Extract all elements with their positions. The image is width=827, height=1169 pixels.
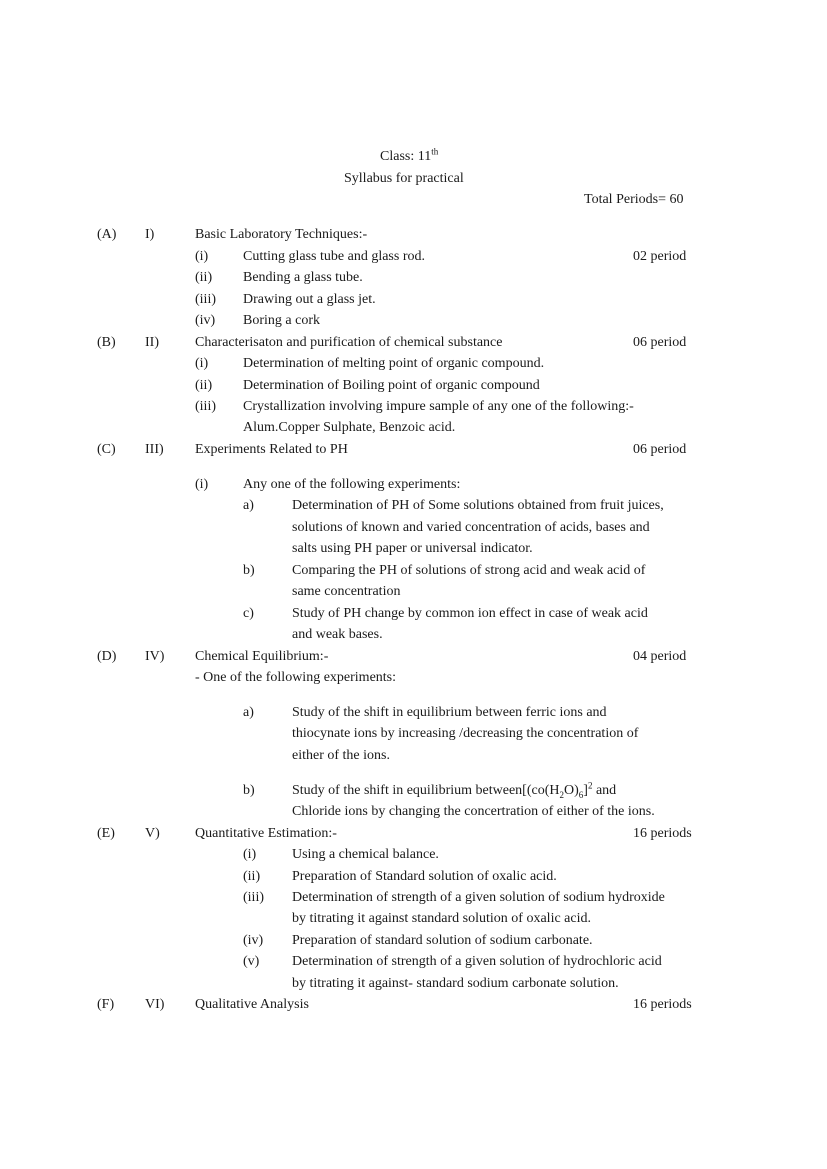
section-roman: V) [145,826,160,841]
sub-item-text: Study of PH change by common ion effect in case of weak acid [292,606,648,621]
item-text: Bending a glass tube. [243,270,363,285]
item-number: (iv) [195,313,216,328]
item-text: Boring a cork [243,313,320,328]
chemical-formula-text: Study of the shift in equilibrium $between[(co(H_2O)_6]^2$ and [292,780,617,800]
sub-item-text: same concentration [292,584,401,599]
item-number: (ii) [243,869,261,884]
sub-item-text: and weak bases. [292,627,383,642]
sub-item-text: Determination of PH of Some solutions obtained from fruit juices, [292,498,664,513]
sub-item-letter: b) [243,783,255,798]
item-number: (ii) [195,378,213,393]
section-periods: 06 period [633,442,687,457]
item-text: Drawing out a glass jet. [243,292,376,307]
sub-item-text: Chloride ions by changing the concertration of either of the ions. [292,804,655,819]
sub-item-text: solutions of known and varied concentration of acids, bases and [292,520,650,535]
section-title: Characterisaton and purification of chemical substance [195,335,503,350]
section-periods: 06 period [633,335,687,350]
item-text: Preparation of Standard solution of oxalic acid. [292,869,557,884]
item-text: Determination of Boiling point of organic compound [243,378,540,393]
item-text: Determination of strength of a given solution of hydrochloric acid [292,954,662,969]
item-text: by titrating it against- standard sodium carbonate solution. [292,976,619,991]
sub-item-letter: c) [243,606,254,621]
section-roman: VI) [145,997,165,1012]
item-number: (iii) [195,292,216,307]
item-number: (i) [195,477,209,492]
class-heading: Class: 11th [380,146,439,164]
item-text: Determination of melting point of organic compound. [243,356,545,371]
item-text: by titrating it against standard solution of oxalic acid. [292,911,591,926]
sub-item-letter: a) [243,705,254,720]
section-periods: 16 periods [633,826,692,841]
section-title: Quantitative Estimation:- [195,826,337,841]
section-title: Chemical Equilibrium:- [195,649,329,664]
item-number: (iv) [243,933,264,948]
sub-item-text: Comparing the PH of solutions of strong acid and weak acid of [292,563,646,578]
item-number: (iii) [243,890,264,905]
section-letter: (C) [97,442,116,457]
sub-item-letter: a) [243,498,254,513]
section-roman: I) [145,227,155,242]
sub-item-text: salts using PH paper or universal indicator. [292,541,533,556]
item-text: Any one of the following experiments: [243,477,461,492]
section-roman: III) [145,442,164,457]
section-roman: II) [145,335,159,350]
total-periods: Total Periods= 60 [584,192,684,207]
item-text: Crystallization involving impure sample of any one of the following:- [243,399,634,414]
section-letter: (B) [97,335,116,350]
item-text: Determination of strength of a given solution of sodium hydroxide [292,890,665,905]
item-text: Cutting glass tube and glass rod. [243,249,425,264]
section-letter: (F) [97,997,115,1012]
item-text-continued: Alum.Copper Sulphate, Benzoic acid. [243,420,456,435]
section-periods: 04 period [633,649,687,664]
section-periods: 02 period [633,249,687,264]
item-number: (v) [243,954,260,969]
sub-item-text: Study of the shift in equilibrium between ferric ions and [292,705,607,720]
item-number: (i) [195,249,209,264]
sub-item-text: thiocynate ions by increasing /decreasing the concentration of [292,726,639,741]
item-text: Preparation of standard solution of sodium carbonate. [292,933,593,948]
sub-item-text: either of the ions. [292,748,390,763]
item-number: (i) [195,356,209,371]
item-number: (i) [243,847,257,862]
item-number: (iii) [195,399,216,414]
section-letter: (E) [97,826,115,841]
section-periods: 16 periods [633,997,692,1012]
section-title: Basic Laboratory Techniques:- [195,227,368,242]
section-roman: IV) [145,649,165,664]
page-subtitle: Syllabus for practical [344,171,464,186]
section-title: Experiments Related to PH [195,442,348,457]
section-letter: (A) [97,227,117,242]
item-number: (ii) [195,270,213,285]
item-text: Using a chemical balance. [292,847,439,862]
sub-item-letter: b) [243,563,255,578]
section-title: Qualitative Analysis [195,997,309,1012]
section-letter: (D) [97,649,117,664]
section-intro: - One of the following experiments: [195,670,397,685]
